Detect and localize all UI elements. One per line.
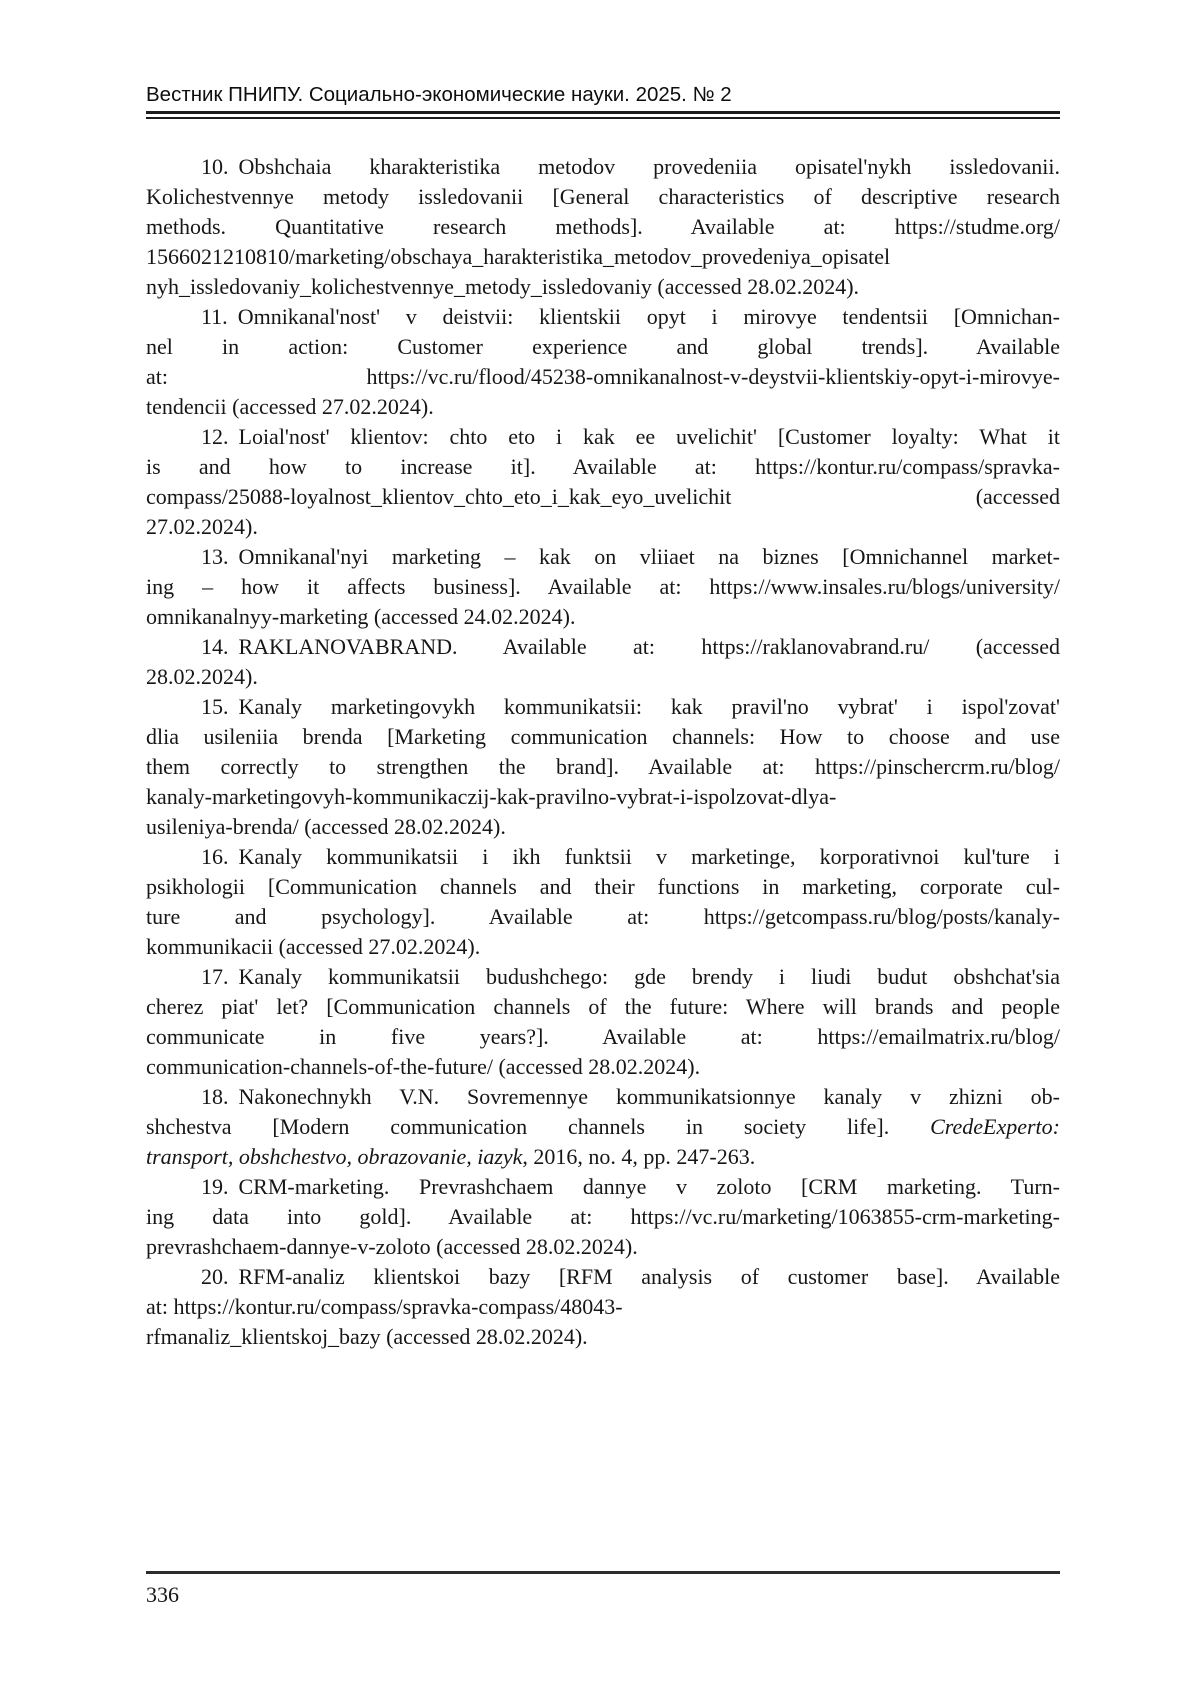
reference-text: is and how to increase it]. Available at: https://kontur.ru/compass/spravka- [146,454,1060,479]
reference-text: 28.02.2024). [146,664,258,689]
reference-text: shchestva [Modern communication channels in society life]. [146,1114,931,1139]
reference-line [146,662,1060,692]
reference-text: cherez piat' let? [Communication channels of the future: Where will brands and people [146,994,1060,1019]
reference-text: methods. Quantitative research methods]. Available at: https://studme.org/ [146,214,1060,239]
reference-line [146,512,1060,542]
reference-number: 12. [201,424,229,449]
reference-line [146,272,1060,302]
reference-text: usileniya-brenda/ (accessed 28.02.2024). [146,814,506,839]
reference-number: 10. [201,154,229,179]
header-double-rule [146,111,1060,119]
reference-line [146,302,1060,332]
footer-rule [146,1571,1060,1574]
reference-italic-text: transport, obshchestvo, obrazovanie, iazyk [146,1144,523,1169]
reference-text: kanaly-marketingovyh-kommunikaczij-kak-pravilno-vybrat-i-ispolzovat-dlya- [146,784,837,809]
journal-header-title: Вестник ПНИПУ. Социально-экономические науки. 2025. № 2 [146,83,732,106]
reference-number: 17. [201,964,229,989]
reference-line [146,872,1060,902]
reference-text: nel in action: Customer experience and global trends]. Available [146,334,1060,359]
reference-text: Omnikanal'nyi marketing – kak on vliiaet na biznes [Omnichannel market- [238,544,1060,569]
reference-text: at: https://vc.ru/flood/45238-omnikanalnost-v-deystvii-klientskiy-opyt-i-mirovye- [146,364,1060,389]
reference-line [146,1232,1060,1262]
reference-number: 13. [201,544,229,569]
reference-number: 11. [201,304,228,329]
reference-text: Nakonechnykh V.N. Sovremennye kommunikatsionnye kanaly v zhizni ob- [238,1084,1060,1109]
reference-text: omnikanalnyy-marketing (accessed 24.02.2024). [146,604,576,629]
reference-line [146,1292,1060,1322]
reference-text: 1566021210810/marketing/obschaya_harakteristika_metodov_provedeniya_opisatel [146,244,891,269]
reference-line [146,152,1060,182]
reference-text: nyh_issledovaniy_kolichestvennye_metody_issledovaniy (accessed 28.02.2024). [146,274,860,299]
reference-line [146,572,1060,602]
reference-text: them correctly to strengthen the brand]. Available at: https://pinschercrm.ru/blog/ [146,754,1060,779]
reference-text: Kanaly kommunikatsii i ikh funktsii v marketinge, korporativnoi kul'ture i [238,844,1060,869]
reference-text: at: https://kontur.ru/compass/spravka-compass/48043- [146,1294,623,1319]
reference-text: Loial'nost' klientov: chto eto i kak ee uvelichit' [Customer loyalty: What it [238,424,1060,449]
reference-text: RFM-analiz klientskoi bazy [RFM analysis of customer base]. Available [238,1264,1060,1289]
reference-line [146,362,1060,392]
reference-line [146,212,1060,242]
reference-text: , 2016, no. 4, pp. 247-263. [522,1144,756,1169]
reference-number: 18. [201,1084,229,1109]
reference-text: kommunikacii (accessed 27.02.2024). [146,934,481,959]
reference-line [146,1052,1060,1082]
reference-line [146,752,1060,782]
reference-text: ing data into gold]. Available at: https://vc.ru/marketing/1063855-crm-marketing- [146,1204,1060,1229]
reference-text: tendencii (accessed 27.02.2024). [146,394,434,419]
reference-line [146,992,1060,1022]
reference-text: 27.02.2024). [146,514,258,539]
reference-text: psikhologii [Communication channels and their functions in marketing, corporate cul- [146,874,1060,899]
reference-text: Obshchaia kharakteristika metodov provedeniia opisatel'nykh issledovanii. [238,154,1060,179]
reference-text: compass/25088-loyalnost_klientov_chto_eto_i_kak_eyo_uvelichit (accessed [146,484,1060,509]
reference-line [146,1082,1060,1112]
reference-line [146,392,1060,422]
reference-text: communication-channels-of-the-future/ (accessed 28.02.2024). [146,1054,701,1079]
reference-line [146,1142,1060,1172]
reference-line [146,602,1060,632]
reference-line [146,902,1060,932]
reference-line [146,1322,1060,1352]
reference-text: Kolichestvennye metody issledovanii [General characteristics of descriptive research [146,184,1060,209]
reference-line [146,1262,1060,1292]
reference-line [146,422,1060,452]
reference-text: ing – how it affects business]. Available at: https://www.insales.ru/blogs/university/ [146,574,1060,599]
reference-line [146,332,1060,362]
reference-text: CRM-marketing. Prevrashchaem dannye v zoloto [CRM marketing. Turn- [238,1174,1060,1199]
reference-text: ture and psychology]. Available at: https://getcompass.ru/blog/posts/kanaly- [146,904,1060,929]
reference-text: Kanaly kommunikatsii budushchego: gde brendy i liudi budut obshchat'sia [238,964,1060,989]
reference-line [146,1202,1060,1232]
reference-text: Omnikanal'nost' v deistvii: klientskii opyt i mirovye tendentsii [Omnichan- [237,304,1060,329]
reference-line [146,932,1060,962]
reference-line [146,722,1060,752]
reference-text: Kanaly marketingovykh kommunikatsii: kak pravil'no vybrat' i ispol'zovat' [238,694,1060,719]
reference-line [146,452,1060,482]
references-list [146,152,1060,1352]
reference-number: 16. [201,844,229,869]
reference-line [146,482,1060,512]
reference-line [146,692,1060,722]
reference-number: 19. [201,1174,229,1199]
reference-line [146,782,1060,812]
reference-line [146,1172,1060,1202]
reference-line [146,842,1060,872]
reference-text: rfmanaliz_klientskoj_bazy (accessed 28.02.2024). [146,1324,588,1349]
reference-line [146,1022,1060,1052]
reference-text: communicate in five years?]. Available at: https://emailmatrix.ru/blog/ [146,1024,1060,1049]
reference-text: RAKLANOVABRAND. Available at: https://raklanovabrand.ru/ (accessed [238,634,1060,659]
reference-text: dlia usileniia brenda [Marketing communication channels: How to choose and use [146,724,1060,749]
reference-text: prevrashchaem-dannye-v-zoloto (accessed 28.02.2024). [146,1234,638,1259]
reference-line [146,182,1060,212]
reference-line [146,962,1060,992]
reference-number: 14. [201,634,229,659]
reference-line [146,632,1060,662]
reference-number: 20. [201,1264,229,1289]
reference-italic-text: CredeExperto: [930,1114,1060,1139]
page-number: 336 [146,1582,179,1607]
reference-line [146,242,1060,272]
reference-number: 15. [201,694,229,719]
reference-line [146,812,1060,842]
reference-line [146,542,1060,572]
reference-line [146,1112,1060,1142]
